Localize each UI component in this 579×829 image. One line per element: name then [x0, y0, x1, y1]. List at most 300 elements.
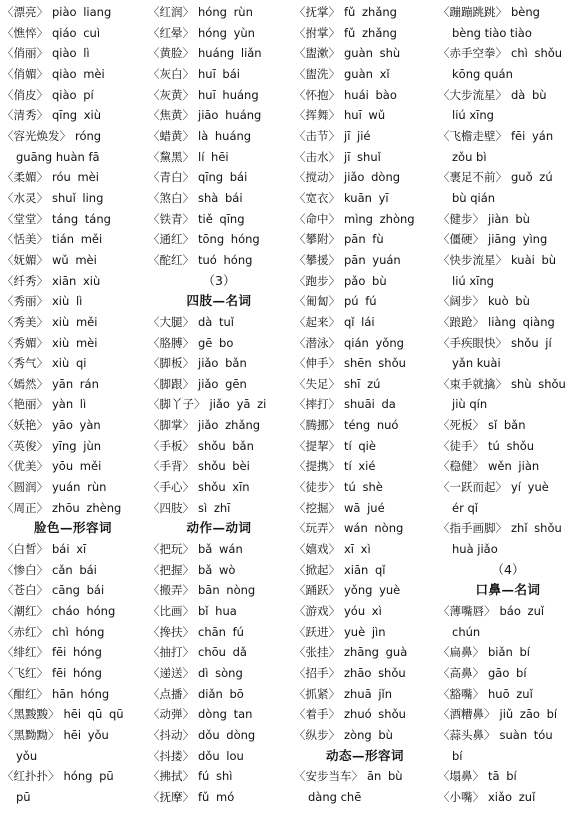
entry-word: 〈动弹〉 [148, 707, 194, 722]
entry-pinyin: qiào lì [52, 46, 90, 61]
entry-word: 〈焦黄〉 [148, 108, 194, 123]
dictionary-entry [2, 539, 144, 560]
entry-pinyin: yuè jìn [344, 624, 386, 639]
dictionary-entry [148, 64, 290, 85]
entry-word: 〈徒手〉 [438, 438, 484, 453]
entry-pinyin: bǎ wò [198, 562, 236, 577]
entry-word: 〈抖搂〉 [148, 748, 194, 763]
entry-pinyin: liàng qiàng [488, 314, 555, 329]
dictionary-entry [148, 229, 290, 250]
entry-word: 〈柔媚〉 [2, 170, 48, 185]
entry-word: 〈徒步〉 [294, 480, 340, 495]
pinyin-continuation: bèng tiào tiào [452, 25, 532, 40]
entry-pinyin: shǒu bǎn [198, 438, 254, 453]
entry-pinyin: jī jié [344, 128, 371, 143]
entry-pinyin: huáng liǎn [198, 46, 262, 61]
entry-word: 〈憔悴〉 [2, 25, 48, 40]
entry-word: 〈水灵〉 [2, 190, 48, 205]
entry-word: 〈豁嘴〉 [438, 686, 484, 701]
dictionary-entry [2, 374, 144, 395]
dictionary-entry [438, 456, 578, 477]
entry-pinyin: chān fú [198, 624, 244, 639]
entry-word: 〈拂拭〉 [148, 769, 194, 784]
entry-pinyin: zhōu zhèng [52, 500, 122, 515]
entry-word: 〈健步〉 [438, 211, 484, 226]
dictionary-entry [294, 704, 436, 725]
entry-word: 〈伸手〉 [294, 356, 340, 371]
entry-pinyin: yí yuè [511, 480, 549, 495]
entry-pinyin: hēi yǒu [63, 727, 109, 742]
entry-word: 〈脚板〉 [148, 356, 194, 371]
dictionary-entry [438, 601, 578, 622]
entry-word: 〈嬉戏〉 [294, 542, 340, 557]
entry-pinyin: yàn lì [52, 397, 87, 412]
entry-word: 〈摔打〉 [294, 397, 340, 412]
entry-word: 〈束手就擒〉 [438, 376, 507, 391]
dictionary-entry [148, 105, 290, 126]
dictionary-entry [438, 684, 578, 705]
entry-pinyin: qiào pí [52, 87, 94, 102]
dictionary-entry [294, 333, 436, 354]
entry-word: 〈击水〉 [294, 149, 340, 164]
entry-pinyin: huō zuǐ [488, 686, 533, 701]
section-heading: 四肢—名词 [186, 293, 252, 309]
entry-word: 〈红润〉 [148, 5, 194, 19]
entry-pinyin: fǔ zhǎng [344, 5, 397, 19]
dictionary-entry [438, 312, 578, 333]
entry-pinyin: kuài bù [511, 252, 557, 267]
dictionary-entry [148, 580, 290, 601]
dictionary-entry [148, 394, 290, 415]
dictionary-entry [438, 250, 578, 271]
entry-word: 〈酒糟鼻〉 [438, 707, 496, 722]
entry-pinyin: ān bù [367, 769, 403, 784]
entry-word: 〈扁鼻〉 [438, 645, 484, 660]
entry-pinyin: shēn shǒu [344, 356, 406, 371]
entry-word: 〈恬美〉 [2, 232, 48, 247]
dictionary-entry [148, 85, 290, 106]
column-3 [294, 2, 436, 808]
entry-pinyin: jiàn bù [488, 211, 530, 226]
entry-word: 〈脚跟〉 [148, 376, 194, 391]
dictionary-entry [148, 787, 290, 808]
dictionary-entry [148, 209, 290, 230]
entry-pinyin: jiǎo bǎn [198, 356, 247, 371]
entry-word: 〈提携〉 [294, 459, 340, 474]
entry-word: 〈怀抱〉 [294, 87, 340, 102]
entry-pinyin: tú shǒu [488, 438, 535, 453]
entry-word: 〈苍白〉 [2, 583, 48, 598]
entry-pinyin: yuán rùn [52, 480, 107, 495]
entry-pinyin: hān hóng [52, 686, 110, 701]
entry-word: 〈塌鼻〉 [438, 769, 484, 784]
pinyin-continuation: yǎn kuài [452, 356, 501, 371]
entry-word: 〈红扑扑〉 [2, 769, 60, 784]
dictionary-entry [438, 85, 578, 106]
entry-word: 〈秀美〉 [2, 314, 48, 329]
entry-word: 〈秀媚〉 [2, 335, 48, 350]
entry-word: 〈黑黢黢〉 [2, 707, 60, 722]
entry-pinyin: hóng pū [63, 769, 114, 784]
entry-pinyin: kuò bù [488, 294, 530, 309]
entry-word: 〈挖掘〉 [294, 500, 340, 515]
entry-word: 〈阔步〉 [438, 294, 484, 309]
entry-pinyin: huī wǔ [344, 108, 386, 123]
section-number: （3） [202, 272, 236, 288]
entry-pinyin: bǎ wán [198, 542, 243, 557]
pinyin-continuation: kōng quán [452, 66, 513, 81]
dictionary-entry [438, 787, 578, 808]
entry-word: 〈裹足不前〉 [438, 170, 507, 185]
dictionary-entry [148, 456, 290, 477]
pinyin-continuation: pū [16, 789, 31, 804]
entry-word: 〈击节〉 [294, 128, 340, 143]
entry-word: 〈指手画脚〉 [438, 521, 507, 536]
column-2 [148, 2, 290, 808]
entry-word: 〈秀气〉 [2, 356, 48, 371]
entry-word: 〈灰白〉 [148, 66, 194, 81]
entry-word: 〈赤红〉 [2, 624, 48, 639]
dictionary-entry [294, 23, 436, 44]
entry-word: 〈搅动〉 [294, 170, 340, 185]
dictionary-entry [2, 250, 144, 271]
entry-pinyin: dà tuǐ [198, 314, 234, 329]
entry-pinyin: tōng hóng [198, 232, 260, 247]
entry-word: 〈清秀〉 [2, 108, 48, 123]
dictionary-entry [148, 333, 290, 354]
dictionary-entry [148, 539, 290, 560]
dictionary-entry [294, 663, 436, 684]
section-heading: 口鼻—名词 [475, 582, 541, 598]
entry-pinyin: wán nòng [344, 521, 404, 536]
dictionary-entry [438, 436, 578, 457]
dictionary-entry [438, 663, 578, 684]
dictionary-entry [2, 477, 144, 498]
entry-pinyin: chōu dǎ [198, 645, 247, 660]
entry-pinyin: tuó hóng [198, 252, 253, 267]
entry-word: 〈搬弄〉 [148, 583, 194, 598]
dictionary-entry [438, 333, 578, 354]
dictionary-entry [2, 704, 144, 725]
entry-pinyin: shǒu jí [511, 335, 552, 350]
entry-pinyin: biǎn bí [488, 645, 530, 660]
entry-pinyin: shù shǒu [511, 376, 566, 391]
entry-pinyin: fǔ mó [198, 789, 235, 804]
dictionary-entry [2, 333, 144, 354]
entry-pinyin: fēi yán [511, 128, 554, 143]
dictionary-entry [2, 601, 144, 622]
entry-word: 〈通红〉 [148, 232, 194, 247]
dictionary-entry [294, 105, 436, 126]
dictionary-entry [2, 271, 144, 292]
entry-word: 〈俏媚〉 [2, 66, 48, 81]
entry-pinyin: dà bù [511, 87, 547, 102]
entry-pinyin: xiān xiù [52, 273, 101, 288]
pinyin-continuation: dàng chē [308, 789, 362, 804]
dictionary-entry [148, 766, 290, 787]
dictionary-entry [294, 415, 436, 436]
dictionary-entry [294, 188, 436, 209]
pinyin-continuation: yǒu [16, 748, 38, 763]
entry-pinyin: fǔ zhǎng [344, 25, 397, 40]
entry-word: 〈黄脸〉 [148, 46, 194, 61]
dictionary-entry [148, 43, 290, 64]
entry-pinyin: róu mèi [52, 170, 99, 185]
entry-pinyin: qīng xiù [52, 108, 102, 123]
dictionary-entry [294, 64, 436, 85]
dictionary-entry [294, 147, 436, 168]
entry-pinyin: gāo bí [488, 666, 527, 680]
column-4 [438, 2, 578, 808]
entry-pinyin: pú fú [344, 294, 377, 309]
entry-word: 〈容光焕发〉 [2, 128, 71, 143]
dictionary-entry [294, 167, 436, 188]
entry-pinyin: róng [75, 128, 102, 143]
dictionary-entry [438, 374, 578, 395]
dictionary-entry [294, 436, 436, 457]
entry-pinyin: chì shǒu [511, 46, 563, 61]
entry-pinyin: shǒu bèi [198, 459, 250, 474]
dictionary-entry [294, 477, 436, 498]
entry-pinyin: là huáng [198, 128, 252, 143]
dictionary-entry [294, 601, 436, 622]
dictionary-entry [148, 560, 290, 581]
entry-pinyin: dǒu lou [198, 748, 244, 763]
entry-pinyin: huái bào [344, 87, 397, 102]
entry-word: 〈抚摩〉 [148, 789, 194, 804]
entry-pinyin: tí xié [344, 459, 376, 474]
entry-word: 〈盥洗〉 [294, 66, 340, 81]
dictionary-entry [438, 43, 578, 64]
entry-word: 〈大腿〉 [148, 314, 194, 329]
dictionary-entry [2, 167, 144, 188]
entry-pinyin: chì hóng [52, 624, 105, 639]
entry-word: 〈跑步〉 [294, 273, 340, 288]
entry-word: 〈黧黑〉 [148, 149, 194, 164]
entry-pinyin: dì sòng [198, 666, 243, 680]
dictionary-entry [148, 725, 290, 746]
dictionary-entry [294, 518, 436, 539]
entry-word: 〈漂亮〉 [2, 5, 48, 19]
dictionary-entry [148, 704, 290, 725]
entry-pinyin: qiào mèi [52, 66, 105, 81]
entry-word: 〈酡红〉 [148, 252, 194, 267]
entry-word: 〈着手〉 [294, 707, 340, 722]
section-number: （4） [491, 561, 525, 577]
entry-word: 〈张挂〉 [294, 645, 340, 660]
entry-pinyin: xiù měi [52, 314, 98, 329]
entry-pinyin: sǐ bǎn [488, 418, 526, 433]
entry-pinyin: huī bái [198, 66, 240, 81]
dictionary-entry [294, 394, 436, 415]
entry-pinyin: bǐ hua [198, 604, 237, 619]
entry-word: 〈潮红〉 [2, 604, 48, 619]
dictionary-entry [2, 684, 144, 705]
entry-word: 〈蜡黄〉 [148, 128, 194, 143]
entry-pinyin: báo zuǐ [499, 604, 545, 619]
dictionary-entry [438, 704, 578, 725]
entry-word: 〈比画〉 [148, 604, 194, 619]
dictionary-entry [148, 23, 290, 44]
dictionary-entry [2, 663, 144, 684]
entry-pinyin: hóng yùn [198, 25, 255, 40]
entry-pinyin: pān yuán [344, 252, 401, 267]
entry-pinyin: pān fù [344, 232, 384, 247]
entry-pinyin: lí hēi [198, 149, 229, 164]
dictionary-entry [294, 291, 436, 312]
entry-pinyin: yāo yàn [52, 418, 101, 433]
entry-word: 〈周正〉 [2, 500, 48, 515]
pinyin-continuation: bù qián [452, 190, 496, 205]
dictionary-entry [148, 663, 290, 684]
entry-pinyin: shuāi da [344, 397, 396, 412]
dictionary-entry [294, 684, 436, 705]
dictionary-entry [2, 291, 144, 312]
entry-word: 〈薄嘴唇〉 [438, 604, 496, 619]
dictionary-entry [438, 766, 578, 787]
entry-word: 〈胳膊〉 [148, 335, 194, 350]
entry-word: 〈掀起〉 [294, 562, 340, 577]
entry-word: 〈抚掌〉 [294, 5, 340, 19]
entry-word: 〈手板〉 [148, 438, 194, 453]
entry-pinyin: sì zhī [198, 500, 231, 515]
dictionary-entry [2, 64, 144, 85]
dictionary-entry [438, 642, 578, 663]
entry-word: 〈青白〉 [148, 170, 194, 185]
dictionary-entry [2, 209, 144, 230]
entry-pinyin: dòng tan [198, 707, 253, 722]
entry-pinyin: qián yǒng [344, 335, 404, 350]
entry-pinyin: cǎn bái [52, 562, 97, 577]
entry-pinyin: fēi hóng [52, 645, 102, 660]
dictionary-entry [438, 291, 578, 312]
dictionary-entry [294, 642, 436, 663]
dictionary-entry [148, 250, 290, 271]
entry-word: 〈递送〉 [148, 666, 194, 680]
entry-word: 〈圆润〉 [2, 480, 48, 495]
entry-pinyin: cháo hóng [52, 604, 116, 619]
entry-pinyin: piào liang [52, 5, 112, 19]
dictionary-entry [148, 436, 290, 457]
entry-word: 〈宽衣〉 [294, 190, 340, 205]
entry-word: 〈盥漱〉 [294, 46, 340, 61]
entry-pinyin: yān rán [52, 376, 99, 391]
dictionary-entry [148, 622, 290, 643]
entry-pinyin: guǒ zú [511, 170, 553, 185]
entry-word: 〈挥舞〉 [294, 108, 340, 123]
dictionary-entry [148, 167, 290, 188]
entry-pinyin: jiǎo dòng [344, 170, 401, 185]
entry-pinyin: yīng jùn [52, 438, 102, 453]
dictionary-entry [148, 126, 290, 147]
entry-pinyin: yǒng yuè [344, 583, 401, 598]
dictionary-entry [294, 766, 436, 787]
pinyin-continuation: ér qǐ [452, 500, 478, 515]
pinyin-continuation: liú xīng [452, 108, 494, 123]
entry-word: 〈妖艳〉 [2, 418, 48, 433]
entry-word: 〈脚掌〉 [148, 418, 194, 433]
pinyin-continuation: jiù qín [452, 397, 488, 412]
entry-pinyin: yōu měi [52, 459, 102, 474]
dictionary-entry [148, 498, 290, 519]
entry-pinyin: suàn tóu [499, 727, 553, 742]
entry-pinyin: qīng bái [198, 170, 248, 185]
dictionary-entry [294, 353, 436, 374]
entry-pinyin: shī zú [344, 376, 381, 391]
entry-pinyin: tā bí [488, 769, 517, 784]
dictionary-entry [2, 2, 144, 23]
entry-word: 〈英俊〉 [2, 438, 48, 453]
entry-word: 〈纵步〉 [294, 727, 340, 742]
entry-pinyin: hēi qū qū [63, 707, 124, 722]
section-heading: 动作—动词 [186, 520, 252, 536]
dictionary-entry [438, 167, 578, 188]
entry-pinyin: pǎo bù [344, 273, 387, 288]
entry-pinyin: tí qiè [344, 438, 376, 453]
entry-pinyin: fú shì [198, 769, 233, 784]
entry-pinyin: shà bái [198, 190, 243, 205]
entry-pinyin: bái xī [52, 542, 87, 557]
entry-pinyin: hóng rùn [198, 5, 253, 19]
entry-word: 〈俏丽〉 [2, 46, 48, 61]
entry-pinyin: wěn jiàn [488, 459, 540, 474]
entry-pinyin: huī huáng [198, 87, 259, 102]
dictionary-entry [148, 684, 290, 705]
entry-pinyin: zhāo shǒu [344, 666, 406, 680]
dictionary-entry [294, 560, 436, 581]
entry-word: 〈把玩〉 [148, 542, 194, 557]
entry-word: 〈手心〉 [148, 480, 194, 495]
entry-word: 〈提挈〉 [294, 438, 340, 453]
entry-pinyin: wā jué [344, 500, 385, 515]
entry-word: 〈僵硬〉 [438, 232, 484, 247]
entry-word: 〈艳丽〉 [2, 397, 48, 412]
entry-word: 〈起来〉 [294, 314, 340, 329]
pinyin-continuation: zǒu bì [452, 149, 487, 164]
dictionary-entry [2, 105, 144, 126]
dictionary-entry [148, 188, 290, 209]
entry-word: 〈堂堂〉 [2, 211, 48, 226]
entry-pinyin: fēi hóng [52, 666, 102, 680]
entry-pinyin: tián měi [52, 232, 103, 247]
entry-pinyin: zhāng guà [344, 645, 408, 660]
entry-word: 〈失足〉 [294, 376, 340, 391]
entry-word: 〈腾挪〉 [294, 418, 340, 433]
entry-pinyin: xiù mèi [52, 335, 98, 350]
entry-pinyin: shǒu xīn [198, 480, 250, 495]
entry-word: 〈玩弄〉 [294, 521, 340, 536]
entry-pinyin: guàn shù [344, 46, 401, 61]
dictionary-entry [438, 725, 578, 746]
entry-word: 〈飞檐走壁〉 [438, 128, 507, 143]
entry-word: 〈搀扶〉 [148, 624, 194, 639]
entry-pinyin: jī shuǐ [344, 149, 381, 164]
dictionary-entry [148, 374, 290, 395]
entry-word: 〈惨白〉 [2, 562, 48, 577]
entry-word: 〈手疾眼快〉 [438, 335, 507, 350]
entry-pinyin: zòng bù [344, 727, 393, 742]
dictionary-entry [148, 477, 290, 498]
entry-word: 〈命中〉 [294, 211, 340, 226]
entry-pinyin: bèng [511, 5, 540, 19]
dictionary-entry [2, 498, 144, 519]
dictionary-entry [2, 312, 144, 333]
entry-word: 〈秀丽〉 [2, 294, 48, 309]
dictionary-entry [294, 43, 436, 64]
pinyin-continuation: bí [452, 748, 463, 763]
entry-pinyin: jiǎo gēn [198, 376, 247, 391]
entry-pinyin: yóu xì [344, 604, 382, 619]
